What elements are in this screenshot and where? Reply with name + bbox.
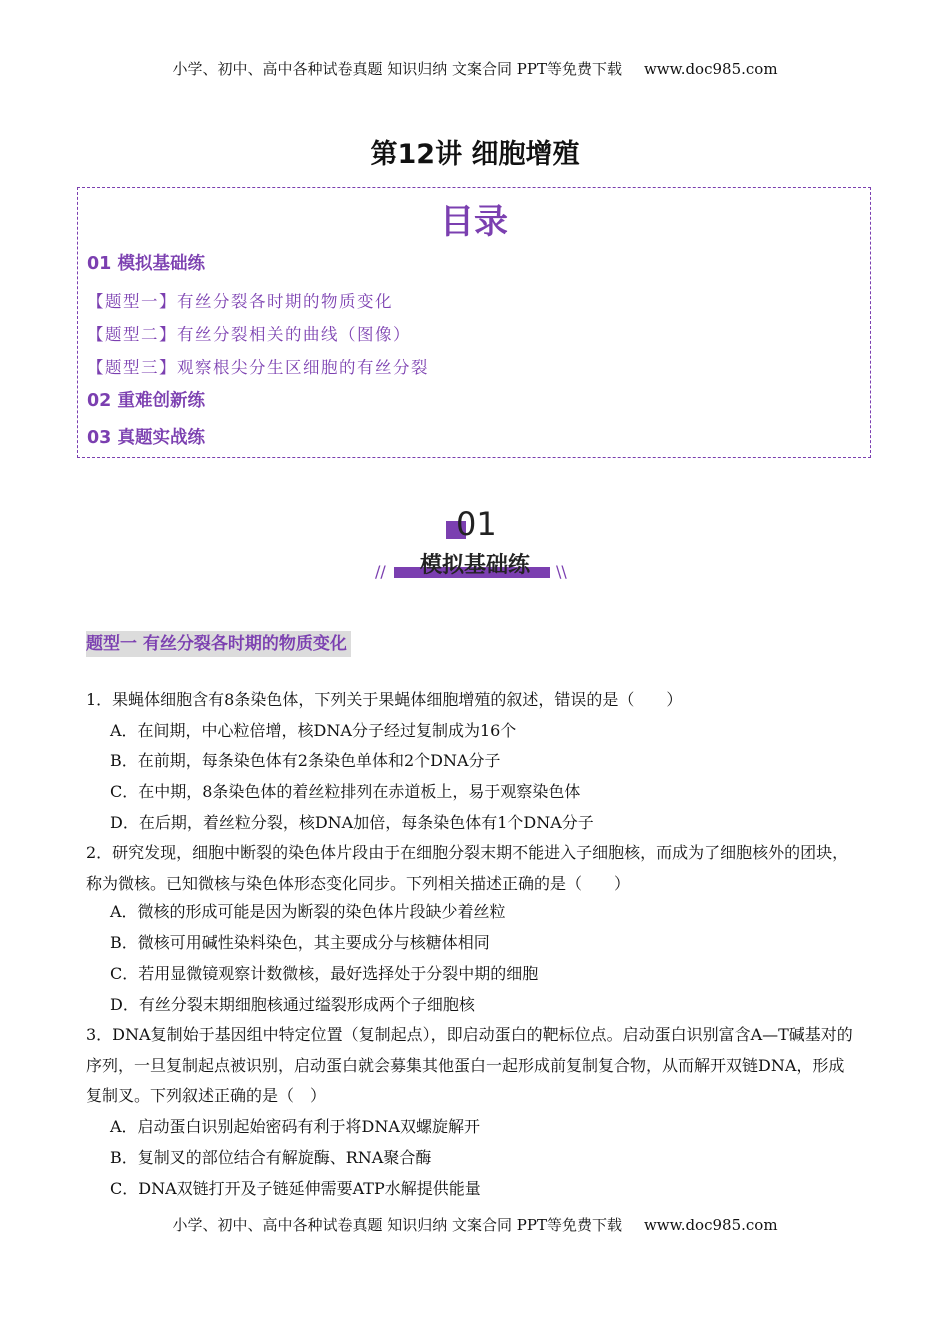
question-2-option-c[interactable]: C．若用显微镜观察计数微核，最好选择处于分裂中期的细胞	[110, 964, 539, 983]
page-footer	[0, 1214, 950, 1235]
toc-item-type3[interactable]: 【题型三】观察根尖分生区细胞的有丝分裂	[87, 358, 429, 377]
badge-number: 01	[456, 505, 497, 543]
toc-section-03[interactable]: 03 真题实战练	[87, 428, 205, 448]
slash-left-decoration: //	[375, 562, 386, 581]
question-2-stem: 2．研究发现，细胞中断裂的染色体片段由于在细胞分裂末期不能进入子细胞核，而成为了细胞核外的团块，称为微核。已知微核与染色体形态变化同步。下列相关描述正确的是（ ）	[86, 843, 849, 893]
badge-label: 模拟基础练	[419, 553, 530, 578]
question-1-option-d[interactable]: D．在后期，着丝粒分裂，核DNA加倍，每条染色体有1个DNA分子	[110, 813, 594, 832]
header-url[interactable]: www.doc985.com	[643, 60, 778, 78]
question-1-stem: 1．果蝇体细胞含有8条染色体，下列关于果蝇体细胞增殖的叙述，错误的是（ ）	[86, 690, 683, 709]
question-3-option-c[interactable]: C．DNA双链打开及子链延伸需要ATP水解提供能量	[110, 1179, 481, 1198]
question-3-option-a[interactable]: A．启动蛋白识别起始密码有利于将DNA双螺旋解开	[110, 1117, 480, 1136]
question-1-option-c[interactable]: C．在中期，8条染色体的着丝粒排列在赤道板上，易于观察染色体	[110, 782, 581, 801]
page-header	[0, 58, 950, 79]
page-title: 第12讲 细胞增殖	[370, 139, 580, 170]
toc-section-01[interactable]: 01 模拟基础练	[87, 254, 205, 274]
header-text: 小学、初中、高中各种试卷真题 知识归纳 文案合同 PPT等免费下载	[172, 60, 622, 78]
question-2-option-d[interactable]: D．有丝分裂末期细胞核通过缢裂形成两个子细胞核	[110, 995, 475, 1014]
toc-item-type1[interactable]: 【题型一】有丝分裂各时期的物质变化	[87, 292, 393, 311]
toc-section-02[interactable]: 02 重难创新练	[87, 391, 205, 411]
footer-text: 小学、初中、高中各种试卷真题 知识归纳 文案合同 PPT等免费下载	[172, 1216, 622, 1234]
footer-url[interactable]: www.doc985.com	[643, 1216, 778, 1234]
slash-right-decoration: \\	[556, 562, 567, 581]
section-title: 题型一 有丝分裂各时期的物质变化	[86, 631, 351, 657]
question-2-option-b[interactable]: B．微核可用碱性染料染色，其主要成分与核糖体相同	[110, 933, 490, 952]
question-3-option-b[interactable]: B．复制叉的部位结合有解旋酶、RNA聚合酶	[110, 1148, 432, 1167]
toc-item-type2[interactable]: 【题型二】有丝分裂相关的曲线（图像）	[87, 325, 411, 344]
question-1-option-a[interactable]: A．在间期，中心粒倍增，核DNA分子经过复制成为16个	[110, 721, 517, 740]
question-3-stem: 3．DNA复制始于基因组中特定位置（复制起点），即启动蛋白的靶标位点。启动蛋白识别富含A—T碱基对的序列，一旦复制起点被识别，启动蛋白就会募集其他蛋白一起形成前复制复合物，从而解开双链DNA，形成复制叉。下列叙述正确的是（ ）	[86, 1025, 853, 1105]
question-2-option-a[interactable]: A．微核的形成可能是因为断裂的染色体片段缺少着丝粒	[110, 902, 506, 921]
question-1-option-b[interactable]: B．在前期，每条染色体有2条染色单体和2个DNA分子	[110, 751, 501, 770]
table-of-contents	[77, 187, 871, 458]
toc-heading: 目录	[440, 202, 508, 242]
